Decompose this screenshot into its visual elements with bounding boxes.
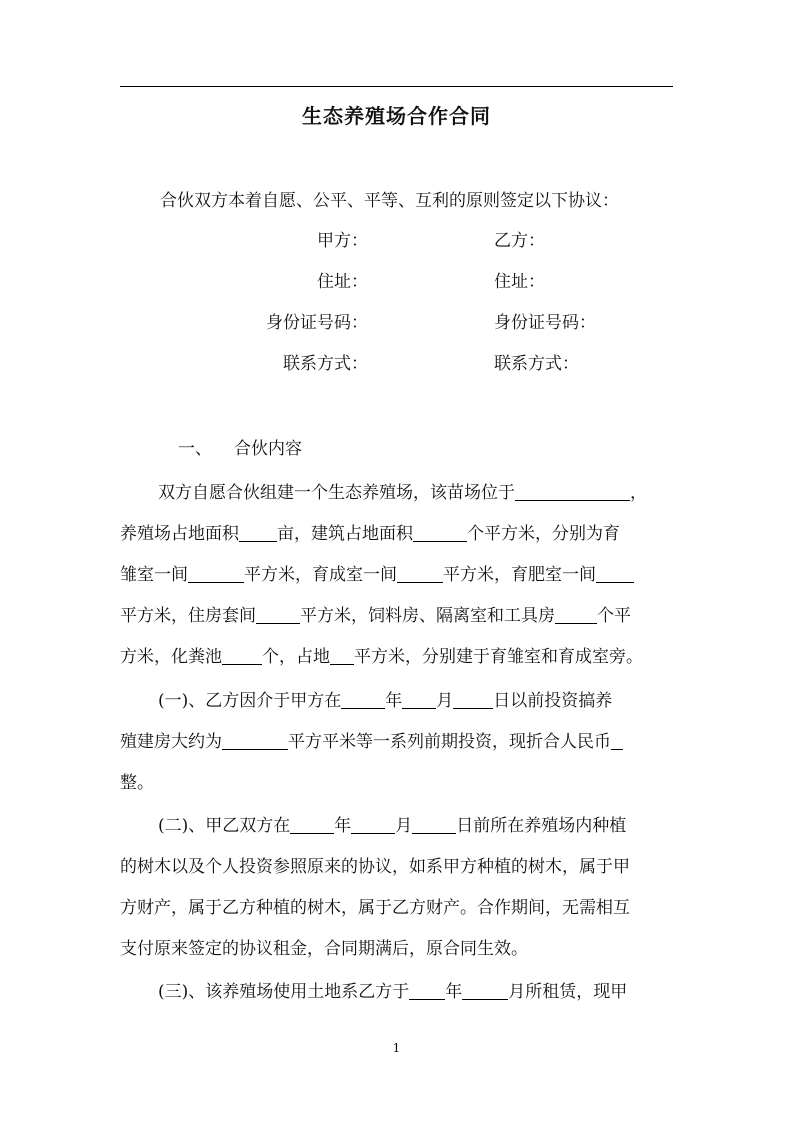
text-line: 殖建房大约为 平方平米等一系列前期投资，现折合人民币 [120, 727, 680, 768]
party-b-id-label: 身份证号码： [494, 313, 596, 333]
blank-line [453, 690, 493, 709]
document-title: 生态养殖场合作合同 [302, 104, 491, 128]
text-line: 的树木以及个人投资参照原来的协议，如系甲方种植的树木，属于甲 [120, 857, 630, 877]
party-a-id-label: 身份证号码： [266, 313, 368, 333]
party-row-address [120, 267, 673, 308]
party-b-address-label: 住址： [494, 272, 545, 292]
blank-line [462, 981, 508, 1000]
section-title: 合伙内容 [234, 439, 302, 459]
text-line: 整。 [120, 773, 154, 793]
blank-line [402, 690, 436, 709]
blank-line [256, 605, 300, 624]
section-heading [178, 434, 302, 464]
text-line: (一)、乙方因介于甲方在 年 月 日以前投资搞养 [158, 691, 613, 711]
text-line: 方米，化粪池 个，占地 平方米，分别建于育雏室和育成室旁。 [120, 647, 643, 667]
text-line: 双方自愿合伙组建一个生态养殖场，该苗场位于 ， [158, 483, 647, 503]
blank-line [290, 815, 334, 834]
blank-line [239, 523, 277, 542]
text-line: 雏室一间 平方米，育成室一间 平方米，育肥室一间 [120, 560, 680, 601]
party-info-grid [120, 226, 673, 390]
blank-line [351, 815, 395, 834]
text-line: (二)、甲乙双方在 年 月 日前所在养殖场内种植 [158, 816, 627, 836]
party-row-id [120, 308, 673, 349]
blank-line [188, 564, 244, 583]
blank-line [515, 482, 630, 501]
blank-line [412, 815, 456, 834]
blank-line [413, 523, 467, 542]
section-number: 一、 [178, 439, 212, 459]
page-number: 1 [392, 1041, 401, 1055]
intro-paragraph: 合伙双方本着自愿、公平、平等、互利的原则签定以下协议： [160, 191, 619, 211]
party-a-address-label: 住址： [317, 272, 368, 292]
text-line: 方财产，属于乙方种植的树木，属于乙方财产。合作期间，无需相互 [120, 898, 630, 918]
blank-line [330, 646, 354, 665]
blank-line [397, 564, 443, 583]
paragraph-clause-1 [120, 686, 680, 809]
party-b-label: 乙方： [494, 231, 545, 251]
header-rule [120, 86, 673, 87]
paragraph-clause-2 [120, 811, 680, 975]
blank-line [555, 605, 597, 624]
party-a-contact-label: 联系方式： [283, 354, 368, 374]
party-a-label: 甲方： [317, 231, 368, 251]
blank-line [222, 646, 262, 665]
party-row-name [120, 226, 673, 267]
paragraph-cooperation [120, 478, 680, 683]
party-b-contact-label: 联系方式： [494, 354, 579, 374]
text-line: (三)、该养殖场使用土地系乙方于 年 月所租赁，现甲 [158, 982, 628, 1002]
party-row-contact [120, 349, 673, 390]
text-line: 支付原来签定的协议租金，合同期满后，原合同生效。 [120, 939, 528, 959]
blank-line [596, 564, 634, 583]
text-line: 养殖场占地面积 亩，建筑占地面积 个平方米，分别为育 [120, 524, 620, 544]
blank-line [611, 731, 623, 750]
blank-line [222, 731, 288, 750]
blank-line [341, 690, 385, 709]
text-line: 平方米，住房套间 平方米，饲料房、隔离室和工具房 个平 [120, 606, 631, 626]
paragraph-clause-3 [120, 977, 680, 1018]
blank-line [409, 981, 445, 1000]
